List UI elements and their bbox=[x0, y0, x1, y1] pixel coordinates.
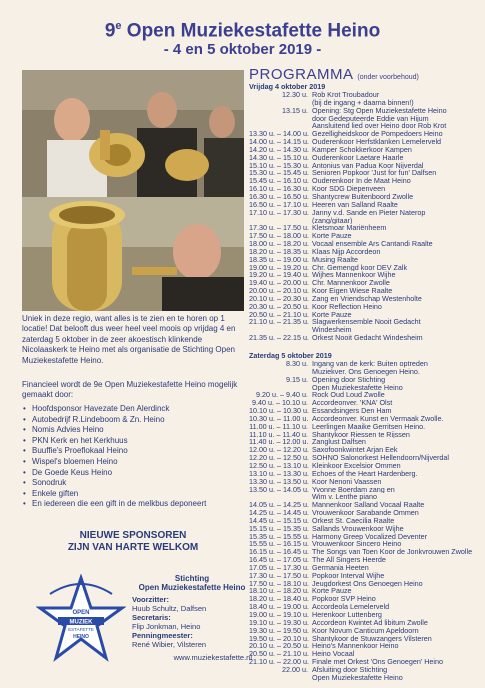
brass-players-photo bbox=[22, 70, 244, 197]
stichting-logo bbox=[36, 574, 126, 664]
list-item: • Sonodruk bbox=[22, 478, 244, 489]
schedule-time: 20.50 u. – 21.10 u. bbox=[249, 309, 309, 319]
schedule-act: Kamper Schokkerkoor Kampen bbox=[312, 145, 412, 154]
schedule-time: 12.50 u. – 13.10 u. bbox=[249, 460, 309, 470]
schedule-act: Jeugdorkest Ons Genoegen Heino bbox=[312, 579, 423, 588]
schedule-time: 20.50 u. – 21.10 u. bbox=[249, 649, 309, 659]
schedule-act: Korte Pauze bbox=[312, 232, 352, 241]
supporters-list bbox=[22, 404, 244, 510]
schedule-act: Rob Krot Troubadour bbox=[312, 91, 380, 99]
schedule-time bbox=[249, 115, 312, 123]
list-item: • PKN Kerk en het Kerkhuus bbox=[22, 436, 244, 447]
schedule-time: 9.20 u. – 9.40 u. bbox=[256, 390, 308, 400]
schedule-time: 12.30 u. bbox=[282, 90, 308, 99]
schedule-act: The Songs van Toen Koor de Jonkvrouwen Zwolle bbox=[312, 548, 473, 557]
schedule-act: (bij de ingang + daarna binnen!) bbox=[312, 98, 414, 107]
schedule-act: Popkoor SVP Heino bbox=[312, 595, 376, 604]
schedule-time: 13.50 u. – 14.05 u. bbox=[249, 484, 309, 494]
schedule-row bbox=[249, 209, 474, 217]
schedule-time: 18.40 u. – 19.00 u. bbox=[249, 602, 309, 612]
schedule-act: Zanglust Dalfsen bbox=[312, 438, 366, 447]
schedule-act: Herenkoor Luttenberg bbox=[312, 611, 382, 619]
schedule-time: 13.15 u. bbox=[282, 105, 308, 115]
schedule-time: 18.00 u. – 18.20 u. bbox=[249, 239, 309, 249]
schedule-time: 19.20 u. – 19.40 u. bbox=[249, 270, 309, 280]
schedule-act: Janny v.d. Sande en Pieter Naterop bbox=[312, 208, 426, 217]
schedule-time: 17.10 u. – 17.30 u. bbox=[249, 207, 309, 217]
schedule-act: Mannenkoor Salland Vocaal Raalte bbox=[312, 501, 425, 510]
schedule-row bbox=[249, 334, 474, 342]
schedule-time: 14.00 u. – 14.15 u. bbox=[249, 137, 309, 147]
schedule-time: 18.10 u. – 18.20 u. bbox=[249, 586, 309, 596]
schedule-act: Ouderenkoor Laetare Haarle bbox=[312, 153, 404, 162]
schedule-act: Korte Pauze bbox=[312, 310, 352, 319]
schedule-act: Accordeola Lemelerveld bbox=[312, 603, 390, 611]
schedule-act: Rock Oud Loud Zwolle bbox=[312, 391, 385, 400]
schedule-act: Ouderenkoor Herfstklanken Lemelerveld bbox=[312, 138, 442, 146]
schedule-act: Sallands Vrouwenkoor Wijhe bbox=[312, 524, 404, 533]
list-item: • Nomis Advies Heino bbox=[22, 425, 244, 436]
schedule-act: Heino Vocaal bbox=[312, 650, 355, 659]
schedule-time: 21.35 u. – 22.15 u. bbox=[249, 333, 309, 343]
schedule-act: Saxofoonkwintet Arjan Eek bbox=[312, 446, 398, 455]
schedule-row bbox=[249, 666, 474, 674]
schedule-time: 14.45 u. – 15.15 u. bbox=[249, 515, 309, 525]
list-item: • Enkele giften bbox=[22, 489, 244, 500]
schedule-act: Aansluitend lied over Heino door Rob Krot bbox=[312, 122, 447, 131]
schedule-time: 14.20 u. – 14.30 u. bbox=[249, 144, 309, 154]
schedule-time: 16.10 u. – 16.30 u. bbox=[249, 184, 309, 194]
list-item: • Hoofdsponsor Havezate Den Alerdinck bbox=[22, 404, 244, 415]
schedule-time bbox=[249, 674, 312, 682]
schedule-time: 11.00 u. – 11.10 u. bbox=[249, 421, 308, 431]
schedule-act: Koor Eigen Wiese Raalte bbox=[312, 287, 393, 295]
schedule-act: Chr. Gemengd koor DEV Zalk bbox=[312, 263, 408, 272]
schedule-time: 22.00 u. bbox=[282, 664, 308, 674]
schedule-time: 15.30 u. – 15.45 u. bbox=[249, 168, 309, 178]
schedule-time: 20.10 u. – 20.30 u. bbox=[249, 293, 309, 303]
friday-heading: Vrijdag 4 oktober 2019 bbox=[249, 82, 326, 91]
schedule-act: Accordeonver. Kunst en Vermaak Zwolle. bbox=[312, 414, 444, 423]
schedule-act: Opening: Stg Open Muziekestafette Heino bbox=[312, 106, 447, 115]
schedule-time: 21.10 u. – 21.35 u. bbox=[249, 317, 309, 327]
schedule-row bbox=[249, 318, 474, 326]
schedule-act: Shantykoor Riessen te Rijssen bbox=[312, 430, 410, 439]
schedule-act: Korte Pauze bbox=[312, 587, 352, 596]
tuba-player-photo bbox=[22, 197, 244, 311]
schedule-time: 8.30 u. bbox=[286, 359, 308, 368]
schedule-row bbox=[249, 115, 474, 123]
schedule-time: 16.50 u. – 17.10 u. bbox=[249, 199, 309, 209]
schedule-time: 13.30 u. – 14.00 u. bbox=[249, 129, 309, 139]
schedule-act: Muziekver. Ons Genoegen Heino. bbox=[312, 367, 420, 376]
svg-text:OPEN: OPEN bbox=[72, 610, 90, 616]
schedule-row bbox=[249, 486, 474, 494]
schedule-act: Musing Raalte bbox=[312, 255, 358, 264]
saturday-schedule bbox=[249, 351, 474, 682]
schedule-time: 19.30 u. – 19.50 u. bbox=[249, 625, 309, 635]
schedule-act: Klaas Nijp Accordeon bbox=[312, 247, 381, 256]
schedule-act: Essandsingers Den Ham bbox=[312, 407, 392, 415]
schedule-act: SOHNO Salonorkest Hellendoorn/Nijverdal bbox=[312, 454, 450, 462]
schedule-act: Wim v. Lenthe piano bbox=[312, 493, 377, 502]
schedule-act: Heeren van Salland Raalte bbox=[312, 200, 398, 209]
schedule-time: 17.30 u. – 17.50 u. bbox=[249, 223, 309, 233]
schedule-time: 16.45 u. – 17.05 u. bbox=[249, 555, 309, 565]
schedule-act: Vrouwenkoor Sincero Heino bbox=[312, 540, 402, 549]
finance-paragraph: Financieel wordt de 9e Open Muziekestafette Heino mogelijk gemaakt door: bbox=[22, 380, 238, 400]
schedule-time: 9.15 u. bbox=[286, 374, 308, 384]
schedule-act: Antonius van Padua Koor Nijverdal bbox=[312, 161, 424, 170]
friday-schedule bbox=[249, 82, 474, 342]
schedule-act: Heino's Mannenkoor Heino bbox=[312, 642, 399, 651]
schedule-time: 17.05 u. – 17.30 u. bbox=[249, 562, 309, 572]
schedule-time: 11.40 u. – 12.00 u. bbox=[249, 437, 309, 447]
schedule-row bbox=[249, 91, 474, 99]
schedule-row bbox=[249, 376, 474, 384]
schedule-time: 15.45 u. – 16.10 u. bbox=[249, 176, 309, 186]
schedule-time: 12.00 u. – 12.20 u. bbox=[249, 445, 309, 455]
schedule-act: Zang en Vriendschap Westenholte bbox=[312, 294, 422, 303]
schedule-time: 11.10 u. – 11.40 u. bbox=[249, 429, 308, 439]
schedule-time: 21.10 u. – 22.00 u. bbox=[249, 657, 309, 667]
schedule-time: 14.30 u. – 15.10 u. bbox=[249, 152, 309, 162]
schedule-time: 15.10 u. – 15.30 u. bbox=[249, 160, 309, 170]
schedule-act: Kletsmoar Mariënheem bbox=[312, 224, 387, 233]
schedule-act: Open Muziekestafette Heino bbox=[312, 673, 403, 682]
schedule-time: 13.10 u. – 13.30 u. bbox=[249, 468, 309, 478]
schedule-act: Orkest St. Caecilia Raalte bbox=[312, 516, 395, 525]
schedule-act: Shantycrew Buitenboord Zwolle bbox=[312, 192, 414, 201]
schedule-act: Shantykoor de Stuwzangers Vilsteren bbox=[312, 634, 432, 643]
schedule-time: 19.50 u. – 20.10 u. bbox=[249, 633, 309, 643]
schedule-act: Chr. Mannenkoor Zwolle bbox=[312, 279, 390, 288]
stichting-info: Stichting Open Muziekestafette Heino Voorzitter: Huub Schultz, Dalfsen Secretaris: Flip Jonkman, Heino Penningmeester: René Wibier, Vilsteren www.muziekestafette.nl bbox=[132, 574, 252, 662]
schedule-act: door Gedeputeerde Eddie van Hijum bbox=[312, 114, 429, 123]
schedule-time: 16.15 u. – 16.45 u. bbox=[249, 547, 309, 557]
schedule-time: 12.20 u. – 12.50 u. bbox=[249, 453, 309, 463]
schedule-time: 13.30 u. – 13.50 u. bbox=[249, 476, 309, 486]
schedule-time: 15.15 u. – 15.35 u. bbox=[249, 523, 309, 533]
list-item: • Autobedrijf R.Lindeboom & Zn. Heino bbox=[22, 415, 244, 426]
list-item: • Wispel's bloemen Heino bbox=[22, 457, 244, 468]
intro-paragraph: Uniek in deze regio, want alles is te zien en te horen op 1 locatie! Dat belooft dus weer heel veel moois op vrijdag 4 en zaterdag 5 oktober in de zeer akoestisch klinkende Nicolaaskerk te Heino met als organisatie de Stichting Open Muziekestafette Heino. bbox=[22, 314, 236, 365]
new-sponsors-heading: NIEUWE SPONSOREN ZIJN VAN HARTE WELKOM bbox=[67, 530, 199, 553]
schedule-act: Koor Novum Canticum Apeldoorn bbox=[312, 626, 419, 635]
schedule-act: Afsluiting door Stichting bbox=[312, 665, 388, 674]
schedule-act: Accordeonver. 'KNA' Olst bbox=[312, 399, 393, 408]
event-title: 9e Open Muziekestafette Heino bbox=[104, 20, 381, 42]
schedule-act: Koor SDG Diepenveen bbox=[312, 185, 386, 193]
website-link[interactable]: www.muziekestafette.nl bbox=[173, 653, 252, 662]
schedule-time: 17.50 u. – 18.00 u. bbox=[249, 231, 309, 241]
schedule-act: Ouderenkoor In de Maat Heino bbox=[312, 177, 411, 186]
schedule-act: Koor Reflection Heino bbox=[312, 302, 382, 311]
schedule-time: 10.10 u. – 10.30 u. bbox=[249, 406, 309, 416]
schedule-row bbox=[249, 107, 474, 115]
schedule-time: 9.40 u. – 10.10 u. bbox=[252, 398, 308, 408]
schedule-act: Vrouwenkoor Sarabande Ommen bbox=[312, 509, 419, 517]
schedule-act: Kleinkoor Excelsior Ommen bbox=[312, 461, 401, 470]
svg-text:MUZIEK: MUZIEK bbox=[69, 619, 93, 626]
schedule-time: 15.55 u. – 16.15 u. bbox=[249, 539, 309, 549]
schedule-time: 18.35 u. – 19.00 u. bbox=[249, 254, 309, 264]
schedule-row bbox=[249, 360, 474, 368]
saturday-heading: Zaterdag 5 oktober 2019 bbox=[249, 351, 332, 360]
schedule-act: Accordeon Kwintet Ad libitum Zwolle bbox=[312, 618, 428, 627]
schedule-act: The All Singers Heerde bbox=[312, 556, 386, 564]
svg-text:HEINO: HEINO bbox=[73, 634, 89, 640]
schedule-time: 19.40 u. – 20.00 u. bbox=[249, 278, 309, 288]
schedule-row bbox=[249, 368, 474, 376]
schedule-row bbox=[249, 674, 474, 682]
schedule-time: 19.00 u. – 19.10 u. bbox=[249, 610, 309, 619]
schedule-act: Germania Heeten bbox=[312, 563, 369, 572]
schedule-act: Ingang van de kerk: Buiten optreden bbox=[312, 360, 428, 368]
schedule-act: Yvonne Boerdam zang en bbox=[312, 485, 395, 494]
schedule-time: 14.25 u. – 14.45 u. bbox=[249, 508, 309, 518]
schedule-time: 10.30 u. – 11.00 u. bbox=[249, 413, 309, 423]
schedule-act: Harmony Greep Vocalized Deventer bbox=[312, 532, 428, 541]
schedule-act: Koor Nenoni Vaassen bbox=[312, 477, 382, 486]
svg-text:ESTAFETTE: ESTAFETTE bbox=[68, 627, 94, 632]
schedule-act: Leerlingen Maaike Gerritsen Heino. bbox=[312, 422, 426, 431]
schedule-act: Senioren Popkoor 'Just for fun' Dalfsen bbox=[312, 169, 437, 178]
schedule-time: 20.30 u. – 20.50 u. bbox=[249, 301, 309, 311]
schedule-time: 17.30 u. – 17.50 u. bbox=[249, 570, 309, 580]
schedule-time: 18.20 u. – 18.40 u. bbox=[249, 594, 309, 604]
schedule-act: Windesheim bbox=[312, 326, 352, 335]
list-item: • De Goede Keus Heino bbox=[22, 468, 244, 479]
schedule-time: 19.00 u. – 19.20 u. bbox=[249, 262, 309, 272]
schedule-time: 19.10 u. – 19.30 u. bbox=[249, 617, 309, 627]
schedule-time: 20.10 u. – 20.50 u. bbox=[249, 641, 309, 651]
list-item: • Buuffie's Proeflokaal Heino bbox=[22, 446, 244, 457]
schedule-time: 16.30 u. – 16.50 u. bbox=[249, 191, 309, 201]
schedule-act: Orkest Nooit Gedacht Windesheim bbox=[312, 334, 423, 342]
schedule-act: Echoes of the Heart Hardenberg. bbox=[312, 469, 418, 478]
schedule-time: 18.20 u. – 18.35 u. bbox=[249, 246, 309, 256]
schedule-act: Gezelligheidskoor de Pompedoers Heino bbox=[312, 130, 443, 139]
schedule-time: 14.05 u. – 14.25 u. bbox=[249, 500, 309, 510]
schedule-time: 17.50 u. – 18.10 u. bbox=[249, 578, 309, 588]
schedule-act: Open Muziekestafette Heino bbox=[312, 383, 403, 392]
schedule-act: Wijhes Mannenkoor Wijhe bbox=[312, 271, 396, 280]
schedule-act: Finale met Orkest 'Ons Genoegen' Heino bbox=[312, 658, 443, 666]
programma-title: PROGRAMMA (onder voorbehoud) bbox=[249, 66, 419, 83]
schedule-act: (zang/gitaar) bbox=[312, 216, 353, 225]
schedule-time: 20.00 u. – 20.10 u. bbox=[249, 286, 309, 296]
schedule-act: Opening door Stichting bbox=[312, 375, 386, 384]
schedule-act: Vocaal ensemble Ars Cantandi Raalte bbox=[312, 240, 433, 248]
schedule-time: 15.35 u. – 15.55 u. bbox=[249, 531, 309, 541]
schedule-act: Slagwerkensemble Nooit Gedacht bbox=[312, 318, 421, 327]
list-item: • En iedereen die een gift in de melkbus deponeert bbox=[22, 499, 244, 510]
event-dates: - 4 en 5 oktober 2019 - bbox=[163, 41, 322, 58]
schedule-act: Popkoor Interval Wijhe bbox=[312, 571, 385, 580]
